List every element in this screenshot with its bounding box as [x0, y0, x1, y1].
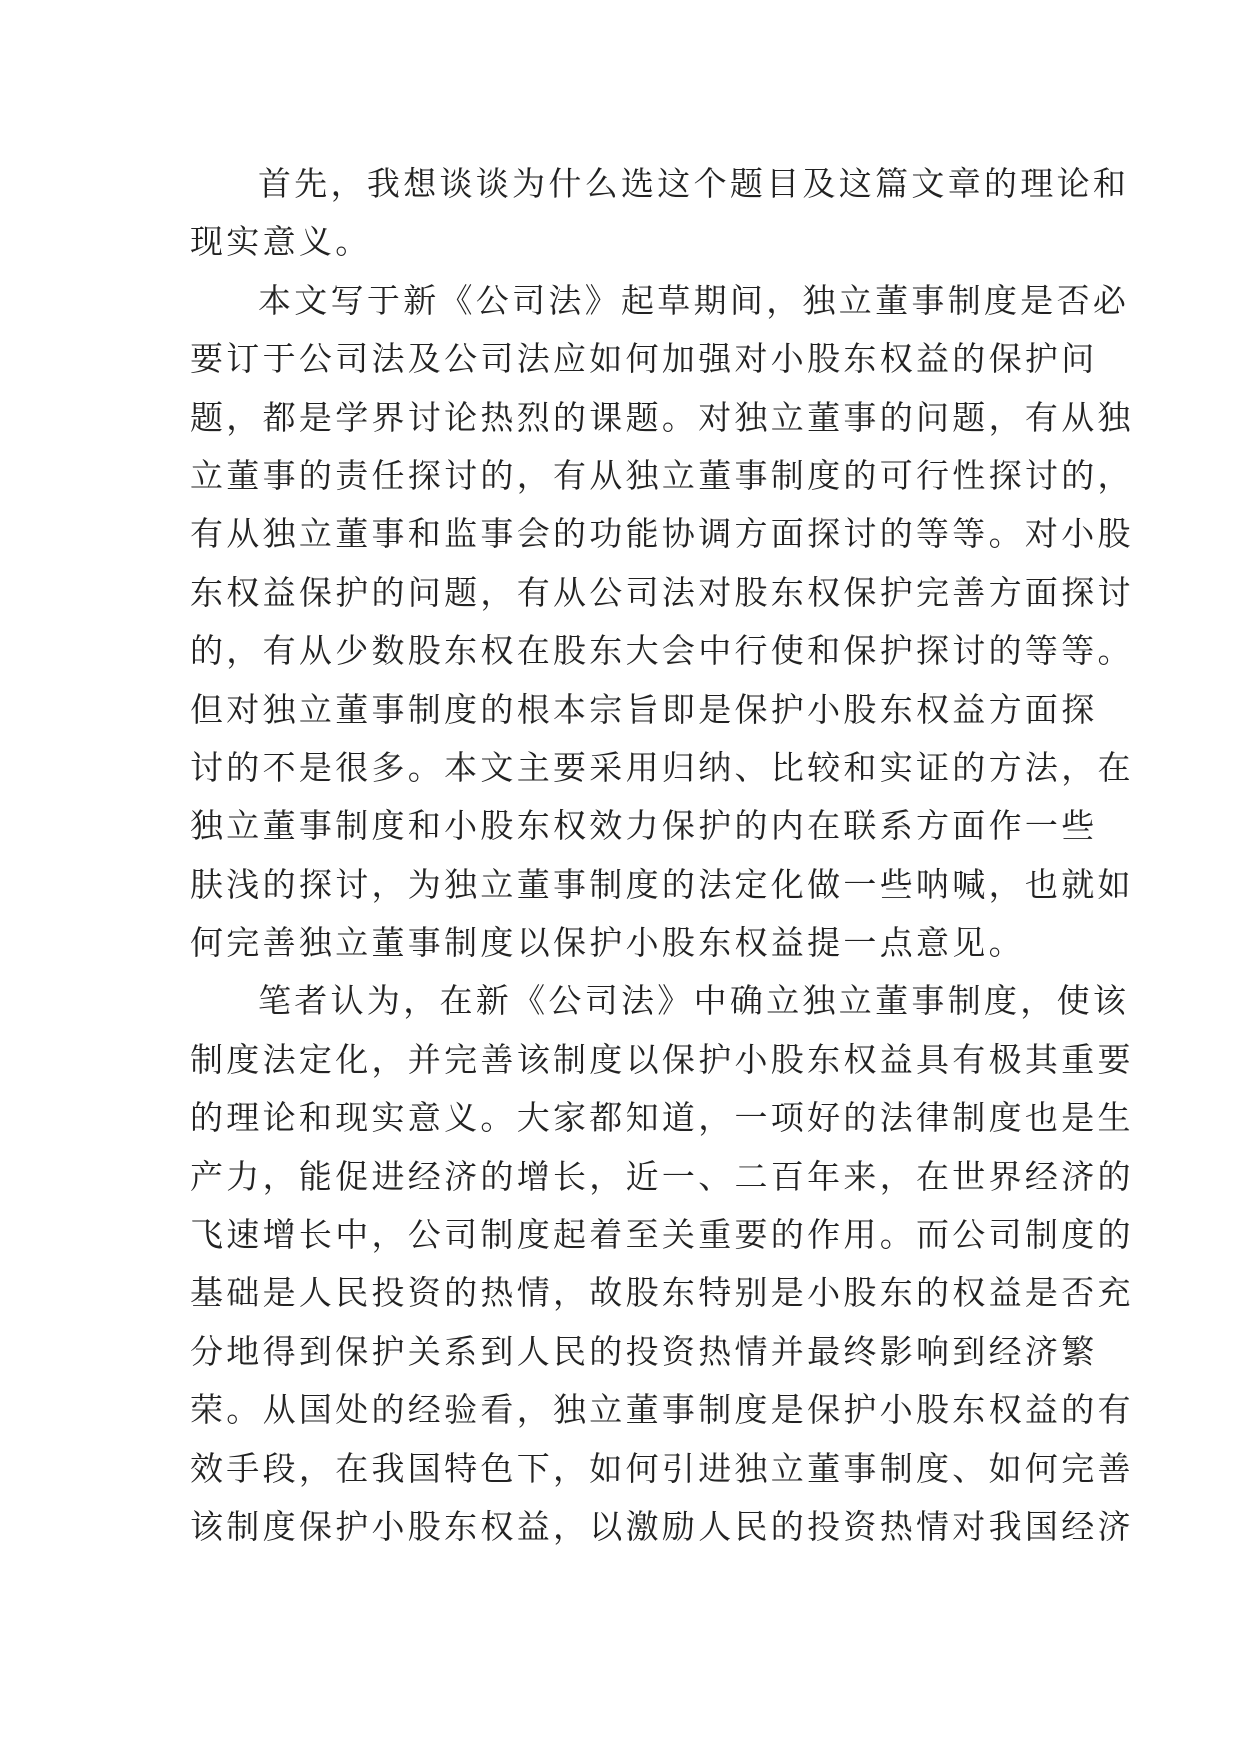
text-line: 笔者认为，在新《公司法》中确立独立董事制度，使该 — [258, 981, 1130, 1021]
text-line: 该制度保护小股东权益，以激励人民的投资热情对我国经济 — [190, 1506, 1134, 1546]
text-line: 现实意义。 — [190, 222, 372, 262]
text-line: 本文写于新《公司法》起草期间，独立董事制度是否必 — [258, 280, 1130, 320]
text-line: 讨的不是很多。本文主要采用归纳、比较和实证的方法，在 — [190, 747, 1134, 787]
text-line: 何完善独立董事制度以保护小股东权益提一点意见。 — [190, 923, 1025, 963]
text-line: 独立董事制度和小股东权效力保护的内在联系方面作一些 — [190, 806, 1098, 846]
text-line: 肤浅的探讨，为独立董事制度的法定化做一些呐喊，也就如 — [190, 864, 1134, 904]
text-line: 的理论和现实意义。大家都知道，一项好的法律制度也是生 — [190, 1098, 1134, 1138]
text-line: 要订于公司法及公司法应如何加强对小股东权益的保护问 — [190, 339, 1098, 379]
text-line: 东权益保护的问题，有从公司法对股东权保护完善方面探讨 — [190, 572, 1134, 612]
text-line: 制度法定化，并完善该制度以保护小股东权益具有极其重要 — [190, 1039, 1134, 1079]
text-line: 立董事的责任探讨的，有从独立董事制度的可行性探讨的， — [190, 455, 1134, 495]
text-line: 效手段，在我国特色下，如何引进独立董事制度、如何完善 — [190, 1448, 1134, 1488]
text-line: 有从独立董事和监事会的功能协调方面探讨的等等。对小股 — [190, 514, 1134, 554]
text-line: 荣。从国处的经验看，独立董事制度是保护小股东权益的有 — [190, 1390, 1134, 1430]
text-line: 基础是人民投资的热情，故股东特别是小股东的权益是否充 — [190, 1273, 1134, 1313]
text-line: 飞速增长中，公司制度起着至关重要的作用。而公司制度的 — [190, 1215, 1134, 1255]
text-line: 但对独立董事制度的根本宗旨即是保护小股东权益方面探 — [190, 689, 1098, 729]
text-line: 题，都是学界讨论热烈的课题。对独立董事的问题，有从独 — [190, 397, 1134, 437]
text-line: 分地得到保护关系到人民的投资热情并最终影响到经济繁 — [190, 1331, 1098, 1371]
text-line: 首先，我想谈谈为什么选这个题目及这篇文章的理论和 — [258, 164, 1130, 203]
text-line: 产力，能促进经济的增长，近一、二百年来，在世界经济的 — [190, 1156, 1134, 1196]
text-line: 的，有从少数股东权在股东大会中行使和保护探讨的等等。 — [190, 631, 1134, 671]
body-text — [190, 155, 1134, 1556]
